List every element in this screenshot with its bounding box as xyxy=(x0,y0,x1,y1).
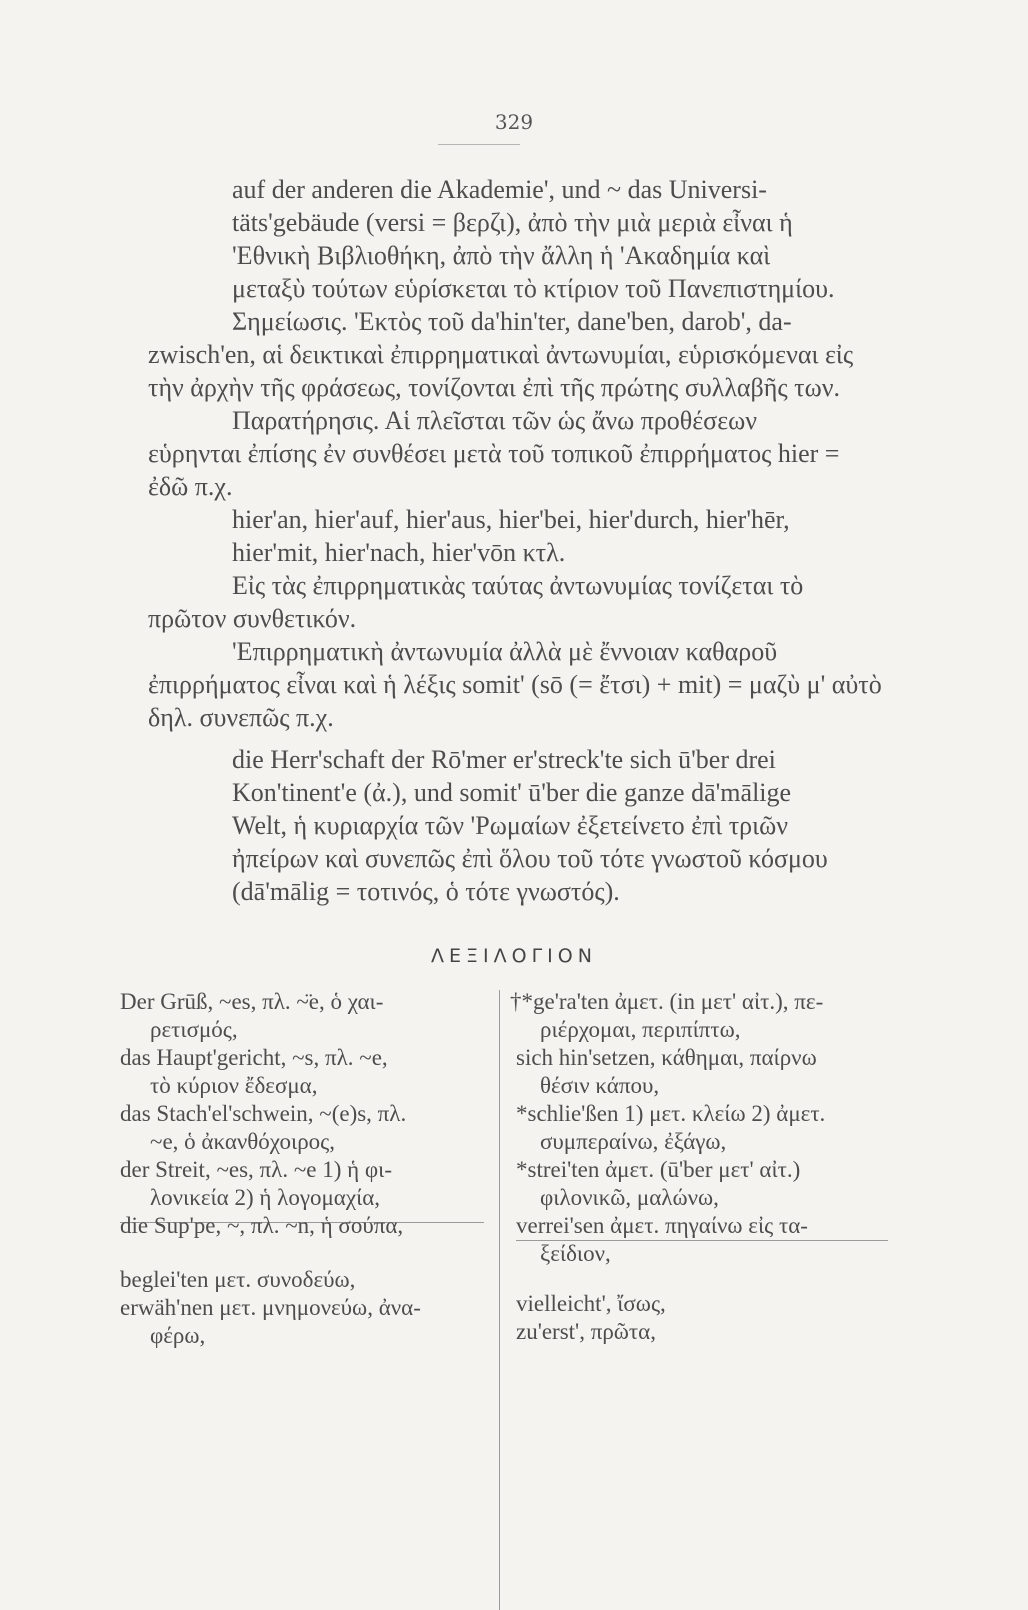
vocab-entry: *strei'ten ἀμετ. (ū'ber μετ' αἰτ.) xyxy=(516,1157,801,1182)
vocab-entry: θέσιν κάπου, xyxy=(540,1073,660,1098)
text-line: δηλ. συνεπῶς π.χ. xyxy=(148,703,334,732)
vocab-entry: συμπεραίνω, ἐξάγω, xyxy=(540,1129,727,1154)
text-line: täts'gebäude (versi = βερζι), ἀπὸ τὴν μιὰ μεριὰ εἶναι ἡ xyxy=(232,208,793,237)
text-line: 'Επιρρηματικὴ ἀντωνυμία ἀλλὰ μὲ ἔννοιαν καθαροῦ xyxy=(232,637,778,666)
text-line: Welt, ἡ κυριαρχία τῶν 'Ρωμαίων ἐξετείνετο ἐπὶ τριῶν xyxy=(232,811,788,840)
vocab-entry: zu'erst', πρῶτα, xyxy=(516,1319,656,1344)
text-line: ἐπιρρήματος εἶναι καὶ ἡ λέξις somit' (sō (= ἔτσι) + mit) = μαζὺ μ' αὐτὸ xyxy=(148,670,882,699)
text-line: die Herr'schaft der Rō'mer er'streck'te sich ū'ber drei xyxy=(232,745,776,774)
text-line: πρῶτον συνθετικόν. xyxy=(148,604,357,633)
text-line: μεταξὺ τούτων εὑρίσκεται τὸ κτίριον τοῦ Πανεπιστημίου. xyxy=(232,274,835,303)
vocab-entry: ρετισμός, xyxy=(150,1017,238,1042)
page-number-rule xyxy=(438,144,520,145)
vocab-entry: *schlie'ßen 1) μετ. κλείω 2) ἀμετ. xyxy=(516,1101,826,1126)
text-line: Παρατήρησις. Αἱ πλεῖσται τῶν ὡς ἄνω προθέσεων xyxy=(232,406,757,435)
text-line: Kon'tinent'e (ἀ.), und somit' ū'ber die ganze dā'mālige xyxy=(232,778,792,807)
text-line: εὑρηνται ἐπίσης ἐν συνθέσει μετὰ τοῦ τοπικοῦ ἐπιρρήματος hier = xyxy=(148,439,840,468)
vocab-entry: verrei'sen ἀμετ. πηγαίνω εἰς τα- xyxy=(516,1213,808,1238)
vocabulary-heading: ΛΕΞΙΛΟΓΙΟΝ xyxy=(431,945,597,967)
page-number: 329 xyxy=(494,110,534,134)
vocab-entry: der Streit, ~es, πλ. ~e 1) ἡ φι- xyxy=(120,1157,393,1182)
vocab-entry: beglei'ten μετ. συνοδεύω, xyxy=(120,1267,356,1292)
text-line: Εἰς τὰς ἐπιρρηματικὰς ταύτας ἀντωνυμίας τονίζεται τὸ xyxy=(232,571,804,600)
vocab-entry: φιλονικῶ, μαλώνω, xyxy=(540,1185,719,1210)
vocab-entry: erwäh'nen μετ. μνημονεύω, ἀνα- xyxy=(120,1295,421,1320)
text-line: auf der anderen die Akademie', und ~ das Universi- xyxy=(232,175,767,204)
text-line: ἐδῶ π.χ. xyxy=(148,472,233,501)
text-line: hier'an, hier'auf, hier'aus, hier'bei, hier'durch, hier'hēr, xyxy=(232,505,790,534)
text-line: 'Εθνικὴ Βιβλιοθήκη, ἀπὸ τὴν ἄλλη ἡ 'Ακαδημία καὶ xyxy=(232,241,771,270)
vocab-entry: φέρω, xyxy=(150,1323,206,1348)
vocab-entry: vielleicht', ἴσως, xyxy=(516,1291,666,1316)
text-line: ἠπείρων καὶ συνεπῶς ἐπὶ ὅλου τοῦ τότε γνωστοῦ κόσμου xyxy=(232,844,828,873)
vocab-entry: ριέρχομαι, περιπίπτω, xyxy=(540,1017,741,1042)
vocab-entry: Der Grūß, ~es, πλ. ~̈e, ὁ χαι- xyxy=(120,989,384,1014)
vocab-entry: †*ge'ra'ten ἀμετ. (in μετ' αἰτ.), πε- xyxy=(510,989,824,1014)
vocab-entry: λονικεία 2) ἡ λογομαχία, xyxy=(150,1185,381,1210)
text-line: (dā'mālig = τοτινός, ὁ τότε γνωστός). xyxy=(232,877,620,906)
vocab-entry: ~e, ὁ ἀκανθόχοιρος, xyxy=(150,1129,336,1154)
text-line: hier'mit, hier'nach, hier'vōn κτλ. xyxy=(232,538,566,567)
text-line: Σημείωσις. 'Εκτὸς τοῦ da'hin'ter, dane'ben, darob', da- xyxy=(232,307,792,336)
vocab-entry: ξείδιον, xyxy=(540,1241,611,1266)
text-line: τὴν ἀρχὴν τῆς φράσεως, τονίζονται ἐπὶ τῆς πρώτης συλλαβῆς των. xyxy=(148,373,840,402)
column-divider xyxy=(499,990,500,1610)
vocab-entry: sich hin'setzen, κάθημαι, παίρνω xyxy=(516,1045,817,1070)
vocab-entry: die Sup'pe, ~, πλ. ~n, ἡ σούπα, xyxy=(120,1213,404,1238)
vocab-entry: τὸ κύριον ἔδεσμα, xyxy=(150,1073,318,1098)
vocab-entry: das Stach'el'schwein, ~(e)s, πλ. xyxy=(120,1101,407,1126)
text-line: zwisch'en, αἱ δεικτικαὶ ἐπιρρηματικαὶ ἀντωνυμίαι, εὑρισκόμεναι εἰς xyxy=(148,340,854,369)
vocab-entry: das Haupt'gericht, ~s, πλ. ~e, xyxy=(120,1045,388,1070)
